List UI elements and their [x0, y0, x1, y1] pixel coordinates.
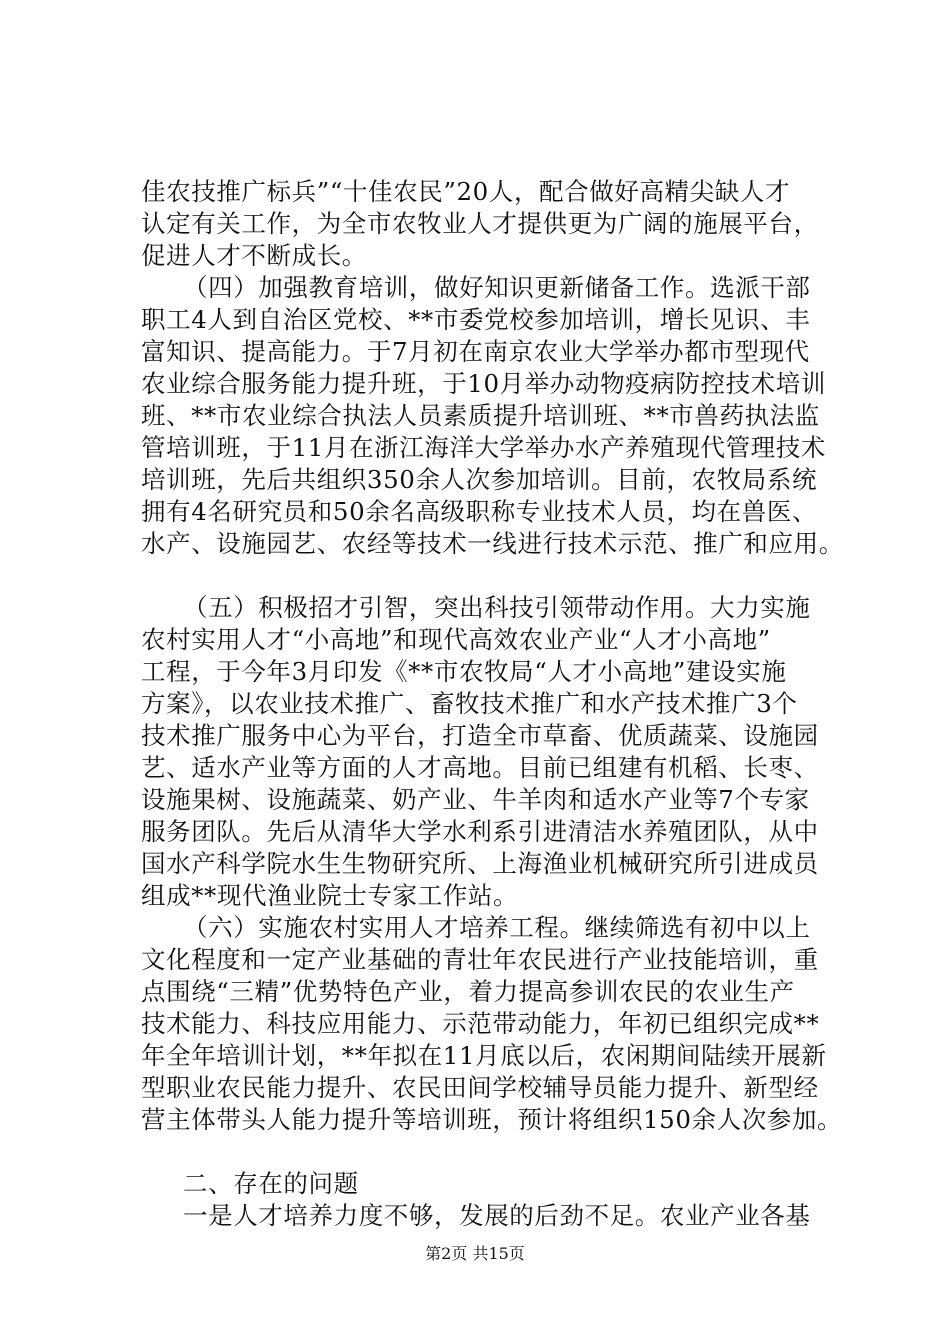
text-line: 营主体带头人能力提升等培训班，预计将组织150余人次参加。 — [141, 1105, 843, 1134]
paragraph-heading-6: （六）实施农村实用人才培养工程。继续筛选有初中以上 — [183, 913, 811, 942]
paragraph-heading-5: （五）积极招才引智，突出科技引领带动作用。大力实施 — [183, 593, 811, 622]
text-line: 农村实用人才“小高地”和现代高效农业产业“人才小高地” — [141, 625, 771, 654]
section-heading: 二、存在的问题 — [183, 1169, 359, 1198]
text-line: 方案》，以农业技术推广、畜牧技术推广和水产技术推广3个 — [141, 689, 798, 718]
text-line: 佳农技推广标兵”“十佳农民”20人，配合做好高精尖缺人才 — [141, 177, 791, 206]
text-line: 农业综合服务能力提升班，于10月举办动物疫病防控技术培训 — [141, 369, 826, 398]
text-line: 一是人才培养力度不够，发展的后劲不足。农业产业各基 — [183, 1201, 811, 1230]
text-line: 设施果树、设施蔬菜、奶产业、牛羊肉和适水产业等7个专家 — [141, 785, 810, 814]
text-line: 管培训班，于11月在浙江海洋大学举办水产养殖现代管理技术 — [141, 433, 826, 462]
text-line: 班、**市农业综合执法人员素质提升培训班、**市兽药执法监 — [141, 401, 820, 430]
text-line: 点围绕“三精”优势特色产业，着力提高参训农民的农业生产 — [141, 977, 795, 1006]
text-line: 拥有4名研究员和50余名高级职称专业技术人员，均在兽医、 — [141, 497, 818, 526]
text-line: 技术推广服务中心为平台，打造全市草畜、优质蔬菜、设施园 — [141, 721, 819, 750]
text-line: 型职业农民能力提升、农民田间学校辅导员能力提升、新型经 — [141, 1073, 819, 1102]
text-line: 职工4人到自治区党校、**市委党校参加培训，增长见识、丰 — [141, 305, 811, 334]
text-line: 年全年培训计划，**年拟在11月底以后，农闲期间陆续开展新 — [141, 1041, 827, 1070]
paragraph-heading-4: （四）加强教育培训，做好知识更新储备工作。选派干部 — [183, 273, 811, 302]
text-line: 认定有关工作，为全市农牧业人才提供更为广阔的施展平台， — [141, 209, 819, 238]
text-line: 促进人才不断成长。 — [141, 241, 367, 270]
text-line: 国水产科学院水生生物研究所、上海渔业机械研究所引进成员 — [141, 849, 819, 878]
text-line: 水产、设施园艺、农经等技术一线进行技术示范、推广和应用。 — [141, 529, 844, 558]
text-line: 艺、适水产业等方面的人才高地。目前已组建有机稻、长枣、 — [141, 753, 819, 782]
text-line: 富知识、提高能力。于7月初在南京农业大学举办都市型现代 — [141, 337, 810, 366]
text-line: 工程，于今年3月印发《**市农牧局“人才小高地”建设实施 — [141, 657, 787, 686]
text-line: 组成**现代渔业院士专家工作站。 — [141, 881, 519, 910]
text-line: 技术能力、科技应用能力、示范带动能力，年初已组织完成** — [141, 1009, 820, 1038]
text-line: 服务团队。先后从清华大学水利系引进清洁水养殖团队，从中 — [141, 817, 819, 846]
text-line: 培训班，先后共组织350余人次参加培训。目前，农牧局系统 — [141, 465, 818, 494]
text-line: 文化程度和一定产业基础的青壮年农民进行产业技能培训，重 — [141, 945, 819, 974]
page-number-footer: 第2页 共15页 — [425, 1244, 525, 1263]
